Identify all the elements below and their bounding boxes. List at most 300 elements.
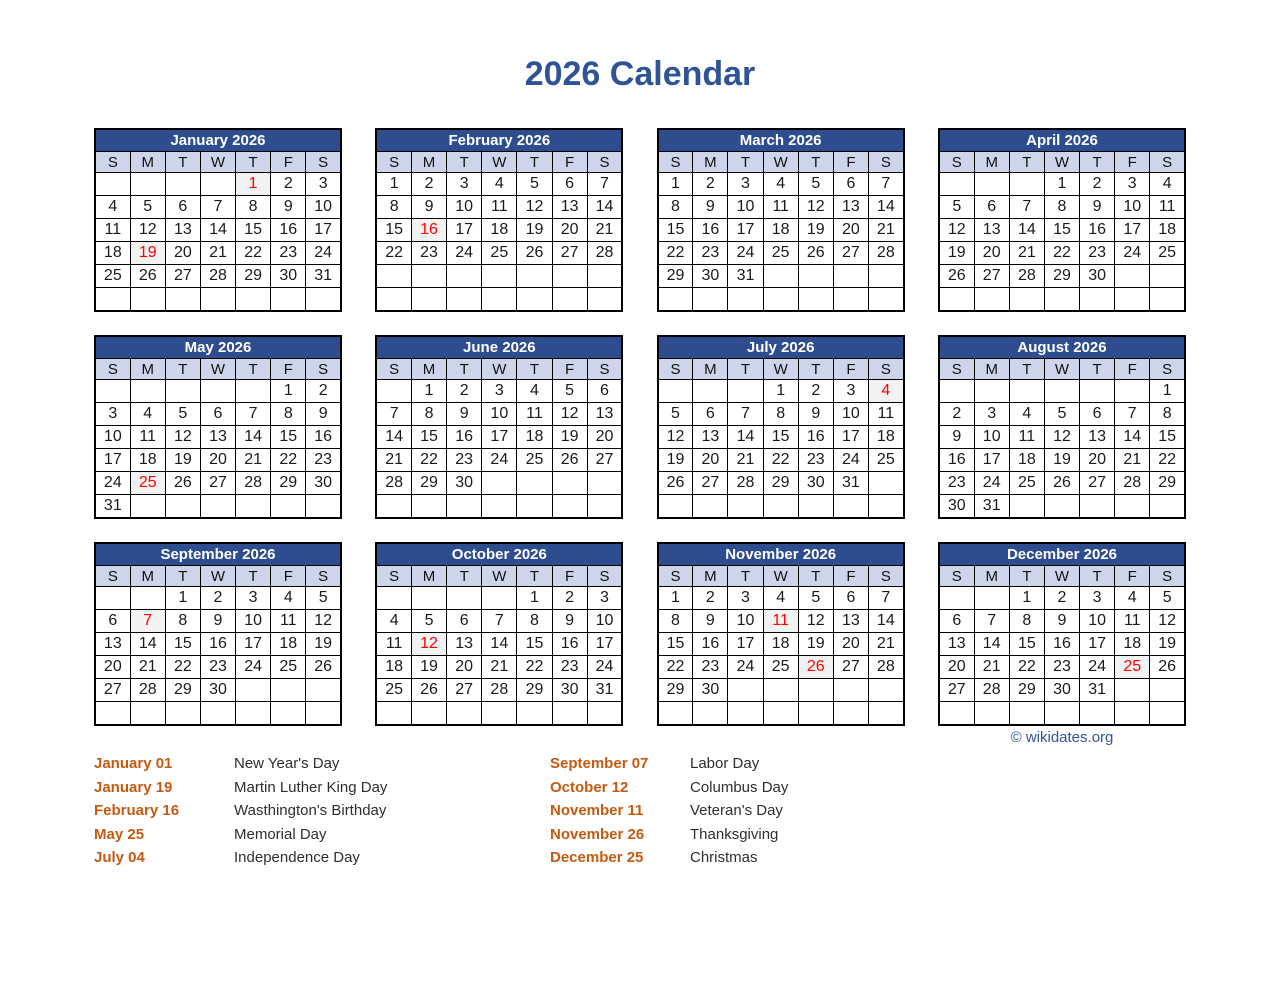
empty-cell — [869, 702, 904, 726]
date-cell: 20 — [833, 633, 868, 656]
empty-cell — [974, 288, 1009, 312]
date-cell: 21 — [974, 656, 1009, 679]
empty-cell — [1044, 495, 1079, 519]
date-cell: 28 — [236, 472, 271, 495]
date-cell: 19 — [798, 633, 833, 656]
empty-cell — [95, 587, 130, 610]
date-cell: 29 — [236, 265, 271, 288]
empty-cell — [939, 173, 974, 196]
day-header: S — [1150, 359, 1185, 380]
empty-cell — [165, 288, 200, 312]
holiday-column-left — [94, 752, 550, 870]
date-cell: 16 — [411, 219, 446, 242]
day-header: W — [200, 566, 235, 587]
date-cell: 31 — [728, 265, 763, 288]
empty-cell — [130, 288, 165, 312]
date-cell: 29 — [763, 472, 798, 495]
date-cell: 15 — [1009, 633, 1044, 656]
day-header: T — [517, 566, 552, 587]
date-cell: 6 — [95, 610, 130, 633]
empty-cell — [587, 702, 622, 726]
date-cell: 26 — [165, 472, 200, 495]
date-cell: 8 — [658, 196, 693, 219]
date-cell: 22 — [658, 656, 693, 679]
day-header: M — [130, 152, 165, 173]
date-cell: 28 — [869, 242, 904, 265]
empty-cell — [236, 288, 271, 312]
date-cell: 4 — [130, 403, 165, 426]
day-header: T — [517, 359, 552, 380]
holiday-date: November 11 — [550, 802, 644, 820]
empty-cell — [306, 702, 341, 726]
empty-cell — [236, 702, 271, 726]
empty-cell — [833, 495, 868, 519]
empty-cell — [1009, 495, 1044, 519]
attribution-row — [94, 729, 1186, 746]
empty-cell — [200, 288, 235, 312]
date-cell: 17 — [833, 426, 868, 449]
month-title: January 2026 — [95, 129, 341, 152]
date-cell: 12 — [130, 219, 165, 242]
date-cell: 13 — [165, 219, 200, 242]
day-header: S — [306, 359, 341, 380]
date-cell: 13 — [95, 633, 130, 656]
empty-cell — [939, 380, 974, 403]
empty-cell — [939, 587, 974, 610]
date-cell: 7 — [130, 610, 165, 633]
month-title: February 2026 — [376, 129, 622, 152]
empty-cell — [411, 702, 446, 726]
date-cell: 2 — [306, 380, 341, 403]
date-cell: 5 — [517, 173, 552, 196]
date-cell: 29 — [271, 472, 306, 495]
empty-cell — [165, 702, 200, 726]
date-cell: 31 — [587, 679, 622, 702]
day-header: W — [763, 566, 798, 587]
date-cell: 25 — [517, 449, 552, 472]
day-header: F — [1115, 359, 1150, 380]
empty-cell — [165, 173, 200, 196]
date-cell: 13 — [833, 610, 868, 633]
date-cell: 22 — [763, 449, 798, 472]
holiday-name: Labor Day — [690, 755, 760, 773]
empty-cell — [271, 288, 306, 312]
day-header: M — [693, 566, 728, 587]
day-header: T — [798, 359, 833, 380]
date-cell: 16 — [939, 449, 974, 472]
date-cell: 13 — [833, 196, 868, 219]
date-cell: 1 — [658, 587, 693, 610]
date-cell: 25 — [130, 472, 165, 495]
date-cell: 18 — [130, 449, 165, 472]
date-cell: 7 — [974, 610, 1009, 633]
date-cell: 12 — [165, 426, 200, 449]
date-cell: 5 — [1150, 587, 1185, 610]
date-cell: 4 — [869, 380, 904, 403]
day-header: F — [552, 566, 587, 587]
day-header: M — [693, 152, 728, 173]
date-cell: 10 — [1080, 610, 1115, 633]
date-cell: 5 — [306, 587, 341, 610]
day-header: S — [658, 152, 693, 173]
date-cell: 20 — [1080, 449, 1115, 472]
day-header: T — [236, 152, 271, 173]
date-cell: 29 — [411, 472, 446, 495]
date-cell: 3 — [1115, 173, 1150, 196]
date-cell: 5 — [658, 403, 693, 426]
empty-cell — [236, 679, 271, 702]
day-header: F — [552, 359, 587, 380]
date-cell: 15 — [165, 633, 200, 656]
date-cell: 5 — [165, 403, 200, 426]
date-cell: 23 — [306, 449, 341, 472]
empty-cell — [306, 679, 341, 702]
date-cell: 9 — [693, 610, 728, 633]
date-cell: 26 — [939, 265, 974, 288]
date-cell: 26 — [1044, 472, 1079, 495]
date-cell: 17 — [1115, 219, 1150, 242]
day-header: T — [447, 359, 482, 380]
date-cell: 18 — [1150, 219, 1185, 242]
month-table-april-2026 — [938, 128, 1186, 312]
date-cell: 25 — [482, 242, 517, 265]
date-cell: 22 — [517, 656, 552, 679]
date-cell: 9 — [693, 196, 728, 219]
day-header: S — [95, 566, 130, 587]
date-cell: 3 — [306, 173, 341, 196]
empty-cell — [130, 173, 165, 196]
date-cell: 5 — [939, 196, 974, 219]
date-cell: 28 — [587, 242, 622, 265]
date-cell: 13 — [1080, 426, 1115, 449]
date-cell: 31 — [974, 495, 1009, 519]
date-cell: 24 — [587, 656, 622, 679]
date-cell: 13 — [693, 426, 728, 449]
date-cell: 30 — [1044, 679, 1079, 702]
date-cell: 12 — [411, 633, 446, 656]
day-header: T — [447, 152, 482, 173]
date-cell: 22 — [1150, 449, 1185, 472]
date-cell: 2 — [798, 380, 833, 403]
date-cell: 20 — [939, 656, 974, 679]
date-cell: 20 — [200, 449, 235, 472]
date-cell: 17 — [728, 219, 763, 242]
date-cell: 11 — [763, 610, 798, 633]
day-header: S — [95, 152, 130, 173]
date-cell: 6 — [552, 173, 587, 196]
month-title: June 2026 — [376, 336, 622, 359]
empty-cell — [1150, 288, 1185, 312]
empty-cell — [200, 380, 235, 403]
holiday-date: January 01 — [94, 755, 173, 773]
date-cell: 22 — [236, 242, 271, 265]
date-cell: 27 — [587, 449, 622, 472]
wikidates-link[interactable]: © wikidates.org — [1010, 729, 1114, 746]
empty-cell — [271, 495, 306, 519]
date-cell: 23 — [1080, 242, 1115, 265]
empty-cell — [130, 380, 165, 403]
date-cell: 13 — [447, 633, 482, 656]
date-cell: 7 — [1115, 403, 1150, 426]
empty-cell — [482, 472, 517, 495]
day-header: W — [763, 359, 798, 380]
date-cell: 14 — [974, 633, 1009, 656]
date-cell: 2 — [200, 587, 235, 610]
holiday-column-right — [550, 752, 1006, 870]
date-cell: 2 — [447, 380, 482, 403]
date-cell: 4 — [95, 196, 130, 219]
date-cell: 5 — [798, 173, 833, 196]
empty-cell — [376, 495, 411, 519]
date-cell: 27 — [693, 472, 728, 495]
date-cell: 10 — [974, 426, 1009, 449]
empty-cell — [1115, 288, 1150, 312]
date-cell: 16 — [693, 633, 728, 656]
day-header: S — [1150, 152, 1185, 173]
date-cell: 11 — [376, 633, 411, 656]
holiday-date: February 16 — [94, 802, 180, 820]
empty-cell — [552, 265, 587, 288]
date-cell: 26 — [798, 656, 833, 679]
empty-cell — [482, 702, 517, 726]
date-cell: 15 — [658, 219, 693, 242]
date-cell: 22 — [271, 449, 306, 472]
date-cell: 15 — [1150, 426, 1185, 449]
date-cell: 22 — [376, 242, 411, 265]
day-header: F — [833, 359, 868, 380]
empty-cell — [728, 380, 763, 403]
empty-cell — [728, 288, 763, 312]
date-cell: 3 — [1080, 587, 1115, 610]
date-cell: 16 — [306, 426, 341, 449]
date-cell: 4 — [376, 610, 411, 633]
date-cell: 10 — [447, 196, 482, 219]
empty-cell — [658, 702, 693, 726]
empty-cell — [236, 380, 271, 403]
date-cell: 9 — [200, 610, 235, 633]
holiday-name: Columbus Day — [690, 778, 789, 796]
date-cell: 20 — [165, 242, 200, 265]
holiday-item — [94, 799, 550, 823]
date-cell: 27 — [833, 242, 868, 265]
date-cell: 19 — [411, 656, 446, 679]
date-cell: 26 — [306, 656, 341, 679]
holiday-date: November 26 — [550, 825, 645, 843]
date-cell: 23 — [693, 242, 728, 265]
empty-cell — [587, 288, 622, 312]
date-cell: 12 — [306, 610, 341, 633]
date-cell: 23 — [200, 656, 235, 679]
date-cell: 24 — [306, 242, 341, 265]
day-header: S — [658, 566, 693, 587]
date-cell: 30 — [552, 679, 587, 702]
date-cell: 8 — [376, 196, 411, 219]
empty-cell — [833, 702, 868, 726]
day-header: T — [447, 566, 482, 587]
date-cell: 17 — [1080, 633, 1115, 656]
holiday-name: Wasthington's Birthday — [234, 802, 387, 820]
date-cell: 31 — [1080, 679, 1115, 702]
date-cell: 3 — [833, 380, 868, 403]
empty-cell — [517, 288, 552, 312]
month-title: October 2026 — [376, 543, 622, 566]
date-cell: 4 — [271, 587, 306, 610]
empty-cell — [1080, 702, 1115, 726]
date-cell: 19 — [130, 242, 165, 265]
date-cell: 13 — [587, 403, 622, 426]
date-cell: 5 — [411, 610, 446, 633]
empty-cell — [200, 173, 235, 196]
date-cell: 16 — [271, 219, 306, 242]
date-cell: 29 — [658, 265, 693, 288]
date-cell: 4 — [1150, 173, 1185, 196]
holiday-item — [94, 752, 550, 776]
date-cell: 12 — [517, 196, 552, 219]
date-cell: 7 — [869, 587, 904, 610]
date-cell: 21 — [869, 219, 904, 242]
day-header: T — [165, 152, 200, 173]
date-cell: 28 — [130, 679, 165, 702]
day-header: S — [869, 152, 904, 173]
day-header: M — [411, 152, 446, 173]
day-header: S — [95, 359, 130, 380]
date-cell: 12 — [1150, 610, 1185, 633]
empty-cell — [130, 495, 165, 519]
date-cell: 7 — [1009, 196, 1044, 219]
empty-cell — [1044, 380, 1079, 403]
day-header: M — [974, 566, 1009, 587]
empty-cell — [271, 679, 306, 702]
date-cell: 9 — [798, 403, 833, 426]
empty-cell — [939, 288, 974, 312]
date-cell: 14 — [236, 426, 271, 449]
date-cell: 23 — [411, 242, 446, 265]
date-cell: 30 — [306, 472, 341, 495]
date-cell: 20 — [693, 449, 728, 472]
date-cell: 20 — [974, 242, 1009, 265]
date-cell: 2 — [271, 173, 306, 196]
date-cell: 24 — [833, 449, 868, 472]
day-header: T — [728, 566, 763, 587]
date-cell: 21 — [869, 633, 904, 656]
holiday-name: Martin Luther King Day — [234, 778, 388, 796]
date-cell: 18 — [869, 426, 904, 449]
empty-cell — [869, 265, 904, 288]
date-cell: 1 — [165, 587, 200, 610]
date-cell: 13 — [552, 196, 587, 219]
date-cell: 14 — [1009, 219, 1044, 242]
empty-cell — [1080, 380, 1115, 403]
date-cell: 18 — [1009, 449, 1044, 472]
holiday-name: Veteran's Day — [690, 802, 783, 820]
date-cell: 19 — [517, 219, 552, 242]
day-header: W — [1044, 566, 1079, 587]
empty-cell — [798, 265, 833, 288]
date-cell: 3 — [447, 173, 482, 196]
date-cell: 21 — [728, 449, 763, 472]
date-cell: 2 — [693, 587, 728, 610]
date-cell: 25 — [376, 679, 411, 702]
date-cell: 10 — [1115, 196, 1150, 219]
empty-cell — [411, 495, 446, 519]
month-title: May 2026 — [95, 336, 341, 359]
date-cell: 4 — [763, 587, 798, 610]
date-cell: 1 — [411, 380, 446, 403]
date-cell: 8 — [763, 403, 798, 426]
date-cell: 6 — [1080, 403, 1115, 426]
date-cell: 23 — [552, 656, 587, 679]
empty-cell — [1115, 265, 1150, 288]
date-cell: 31 — [833, 472, 868, 495]
date-cell: 17 — [447, 219, 482, 242]
day-header: M — [974, 359, 1009, 380]
day-header: W — [200, 152, 235, 173]
date-cell: 29 — [1009, 679, 1044, 702]
date-cell: 1 — [376, 173, 411, 196]
date-cell: 30 — [693, 265, 728, 288]
empty-cell — [552, 702, 587, 726]
date-cell: 15 — [658, 633, 693, 656]
holiday-date: January 19 — [94, 778, 173, 796]
date-cell: 6 — [939, 610, 974, 633]
day-header: S — [306, 152, 341, 173]
date-cell: 1 — [763, 380, 798, 403]
day-header: S — [376, 152, 411, 173]
holidays-section — [94, 752, 1186, 870]
date-cell: 26 — [658, 472, 693, 495]
date-cell: 3 — [482, 380, 517, 403]
day-header: W — [482, 359, 517, 380]
month-table-december-2026 — [938, 542, 1186, 726]
date-cell: 9 — [939, 426, 974, 449]
date-cell: 19 — [1044, 449, 1079, 472]
page-title: 2026 Calendar — [524, 55, 756, 93]
day-header: W — [482, 566, 517, 587]
date-cell: 21 — [200, 242, 235, 265]
day-header: M — [130, 566, 165, 587]
date-cell: 2 — [693, 173, 728, 196]
empty-cell — [447, 495, 482, 519]
empty-cell — [869, 495, 904, 519]
date-cell: 1 — [1009, 587, 1044, 610]
date-cell: 7 — [869, 173, 904, 196]
date-cell: 26 — [1150, 656, 1185, 679]
date-cell: 11 — [517, 403, 552, 426]
date-cell: 16 — [693, 219, 728, 242]
empty-cell — [1044, 288, 1079, 312]
empty-cell — [798, 679, 833, 702]
date-cell: 15 — [236, 219, 271, 242]
empty-cell — [869, 679, 904, 702]
date-cell: 19 — [306, 633, 341, 656]
date-cell: 16 — [200, 633, 235, 656]
date-cell: 8 — [236, 196, 271, 219]
empty-cell — [200, 495, 235, 519]
day-header: T — [798, 566, 833, 587]
month-table-august-2026 — [938, 335, 1186, 519]
date-cell: 12 — [798, 196, 833, 219]
empty-cell — [798, 288, 833, 312]
date-cell: 17 — [728, 633, 763, 656]
month-title: March 2026 — [658, 129, 904, 152]
empty-cell — [411, 288, 446, 312]
date-cell: 8 — [1150, 403, 1185, 426]
holiday-name: Independence Day — [234, 849, 360, 867]
date-cell: 17 — [974, 449, 1009, 472]
date-cell: 17 — [587, 633, 622, 656]
date-cell: 11 — [763, 196, 798, 219]
date-cell: 14 — [869, 196, 904, 219]
